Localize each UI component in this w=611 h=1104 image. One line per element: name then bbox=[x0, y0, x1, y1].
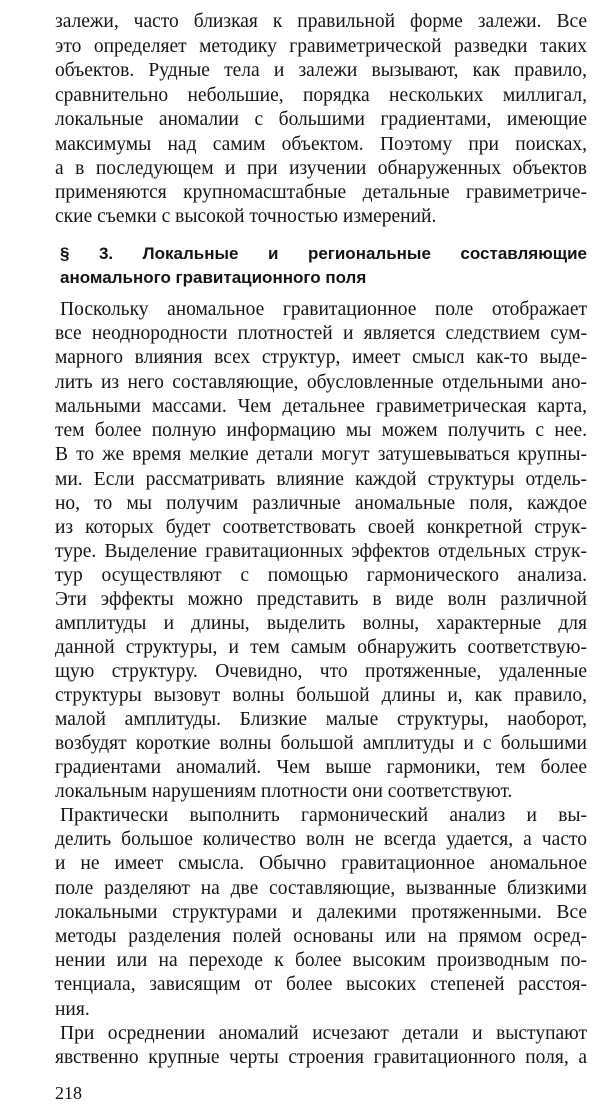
section-heading-line: аномального гравитационного поля bbox=[60, 268, 367, 287]
text-line: из которых будет соответствовать своей конкретной струк- bbox=[55, 517, 587, 538]
text-line: методы разделения полей основаны или на прямом осред- bbox=[55, 926, 587, 947]
text-line: данной структуры, и тем самым обнаружить соответствую- bbox=[55, 637, 587, 658]
text-line: максимумы над самим объектом. Поэтому при поисках, bbox=[55, 134, 587, 155]
text-line: щую структуру. Очевидно, что протяженные, удаленные bbox=[55, 661, 587, 682]
text-line: Практически выполнить гармонический анализ и вы- bbox=[60, 805, 587, 826]
text-line: Эти эффекты можно представить в виде волн различной bbox=[55, 589, 587, 610]
text-line: применяются крупномасштабные детальные гравиметриче- bbox=[55, 182, 587, 203]
text-line: амплитуды и длины, выделить волны, характерные для bbox=[55, 613, 587, 634]
text-line: марного влияния всех структур, имеет смысл как-то выде- bbox=[55, 347, 587, 368]
text-line: нении или на переходе к более высоким производным по- bbox=[55, 950, 587, 971]
text-line: возбудят короткие волны большой амплитуды и с большими bbox=[55, 733, 587, 754]
text-line: тем более полную информацию мы можем получить с нее. bbox=[55, 420, 587, 441]
text-line: поле разделяют на две составляющие, вызванные близкими bbox=[55, 878, 587, 899]
text-line: локальные аномалии с большими градиентами, имеющие bbox=[55, 109, 587, 130]
text-line: Поскольку аномальное гравитационное поле отображает bbox=[60, 299, 587, 320]
text-line: ми. Если рассматривать влияние каждой структуры отдель- bbox=[55, 469, 587, 490]
section-heading-line: § 3. Локальные и региональные составляющие bbox=[60, 244, 587, 263]
page-number: 218 bbox=[55, 1083, 82, 1103]
text-line: а в последующем и при изучении обнаруженных объектов bbox=[55, 158, 587, 179]
text-line: В то же время мелкие детали могут затушевываться крупны- bbox=[55, 444, 587, 465]
text-line: залежи, часто близкая к правильной форме залежи. Все bbox=[55, 11, 587, 32]
text-line: туре. Выделение гравитационных эффектов отдельных струк- bbox=[55, 541, 587, 562]
text-line: лить из него составляющие, обусловленные отдельными ано- bbox=[55, 372, 587, 393]
text-line: делить большое количество волн не всегда удается, а часто bbox=[55, 829, 587, 850]
text-line: тенциала, зависящим от более высоких степеней расстоя- bbox=[55, 974, 587, 995]
text-line: явственно крупные черты строения гравитационного поля, а bbox=[55, 1047, 587, 1068]
text-line: ния. bbox=[55, 999, 90, 1020]
text-line: тур осуществляют с помощью гармонического анализа. bbox=[55, 565, 587, 586]
text-line: мальными массами. Чем детальнее гравиметрическая карта, bbox=[55, 396, 587, 417]
text-line: все неоднородности плотностей и является следствием сум- bbox=[55, 323, 587, 344]
text-line: градиентами аномалий. Чем выше гармоники, тем более bbox=[55, 757, 587, 778]
text-line: это определяет методику гравиметрической разведки таких bbox=[55, 36, 587, 57]
text-line: структуры вызовут волны большой длины и, как правило, bbox=[55, 685, 587, 706]
text-line: и не имеет смысла. Обычно гравитационное аномальное bbox=[55, 853, 587, 874]
text-line: но, то мы получим различные аномальные поля, каждое bbox=[55, 493, 587, 514]
text-line: ские съемки с высокой точностью измерений. bbox=[55, 206, 437, 227]
text-line: объектов. Рудные тела и залежи вызывают, как правило, bbox=[55, 60, 587, 81]
text-line: локальным нарушениям плотности они соответствуют. bbox=[55, 781, 513, 802]
text-line: При осреднении аномалий исчезают детали и выступают bbox=[60, 1023, 587, 1044]
text-line: локальными структурами и далекими протяженными. Все bbox=[55, 902, 587, 923]
text-line: сравнительно небольшие, порядка нескольких миллигал, bbox=[55, 85, 587, 106]
text-line: малой амплитуды. Близкие малые структуры, наоборот, bbox=[55, 709, 587, 730]
